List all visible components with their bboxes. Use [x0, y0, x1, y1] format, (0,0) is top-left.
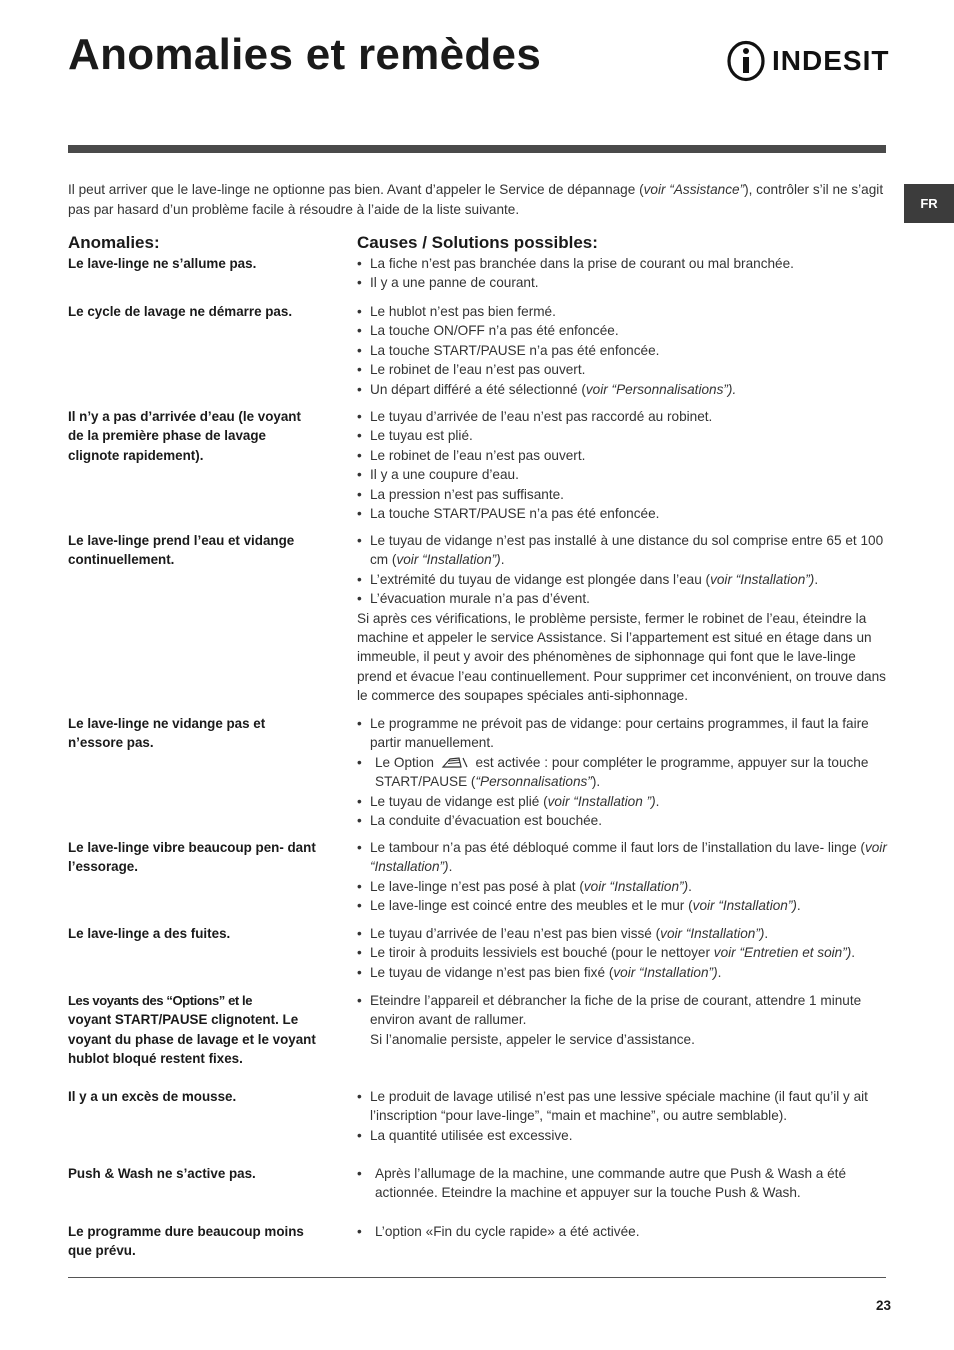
anomaly-text: Le cycle de lavage ne démarre pas.	[68, 304, 293, 319]
page-number: 23	[875, 1298, 891, 1313]
cause-item: • Le tuyau est plié.	[357, 426, 887, 445]
cause-item: • Le tuyau de vidange n’est pas bien fixé (voir “Installation”).	[357, 963, 887, 982]
cause-item: • Le tuyau d’arrivée de l’eau n’est pas raccordé au robinet.	[357, 407, 887, 426]
anomaly-text: Le lave-linge prend l’eau et vidange continuellement.	[68, 533, 295, 568]
causes-list	[357, 302, 887, 399]
cause-item: • Il y a une panne de courant.	[357, 273, 887, 292]
anomalies-header: Anomalies:	[68, 233, 160, 252]
cause-item: • Le tuyau de vidange est plié (voir “Installation ”).	[357, 792, 887, 811]
cause-item: • Le tuyau de vidange n’est pas installé à une distance du sol comprise entre 65 et 100 cm (voir “Installation”).	[357, 531, 887, 570]
brand-name: INDESIT	[772, 45, 890, 76]
cause-item: • Le produit de lavage utilisé n’est pas une lessive spéciale machine (il faut qu’il y ait l’inscription “pour lave-linge”, “main et machine”, ou autre semblable).	[357, 1087, 887, 1126]
cause-item: • La touche START/PAUSE n’a pas été enfoncée.	[357, 341, 887, 360]
footer-divider	[68, 1277, 886, 1278]
cause-item: • Le robinet de l’eau n’est pas ouvert.	[357, 360, 887, 379]
causes-list	[357, 714, 887, 830]
causes-list	[357, 1222, 887, 1241]
cause-item: • L’extrémité du tuyau de vidange est plongée dans l’eau (voir “Installation”).	[357, 570, 887, 589]
causes-list	[357, 531, 887, 706]
causes-header: Causes / Solutions possibles:	[357, 233, 598, 252]
header-divider	[68, 145, 886, 153]
causes-list	[357, 838, 887, 916]
cause-item: • Après l’allumage de la machine, une commande autre que Push & Wash a été actionnée. Eteindre la machine et appuyer sur la touche Push & Wash.	[357, 1164, 887, 1203]
cause-note: Si l’anomalie persiste, appeler le service d’assistance.	[370, 1031, 695, 1047]
option-iron-icon	[440, 755, 470, 769]
cause-item: • La quantité utilisée est excessive.	[357, 1126, 887, 1145]
cause-item: • Le robinet de l’eau n’est pas ouvert.	[357, 446, 887, 465]
indesit-logo	[726, 40, 889, 82]
cause-item: • Il y a une coupure d’eau.	[357, 465, 887, 484]
cause-item: • La pression n’est pas suffisante.	[357, 485, 887, 504]
indesit-i-logo-icon	[726, 40, 766, 82]
causes-list	[357, 407, 887, 523]
anomaly-text: Il n’y a pas d’arrivée d’eau (le voyant de la première phase de lavage clignote rapidement).	[68, 409, 301, 463]
anomaly-text: Le lave-linge ne s’allume pas.	[68, 256, 257, 271]
cause-item: • L’option «Fin du cycle rapide» a été activée.	[357, 1222, 887, 1241]
cause-item: • Le tuyau d’arrivée de l’eau n’est pas bien vissé (voir “Installation”).	[357, 924, 887, 943]
anomaly-text: Le lave-linge vibre beaucoup pen- dant l’essorage.	[68, 840, 316, 875]
causes-list	[357, 924, 887, 982]
anomaly-text: Les voyants des “Options” et le voyant START/PAUSE clignotent. Le voyant du phase de lavage et le voyant hublot bloqué restent fixes.	[68, 993, 316, 1067]
anomaly-text: Push & Wash ne s’active pas.	[68, 1166, 256, 1181]
cause-item: • Le Option est activée : pour compléter le programme, appuyer sur la touche START/PAUSE (“Personnalisations”).	[357, 753, 887, 792]
anomaly-text: Le lave-linge ne vidange pas et n’essore pas.	[68, 716, 266, 751]
cause-item: • Le tiroir à produits lessiviels est bouché (pour le nettoyer voir “Entretien et soin”).	[357, 943, 887, 962]
intro-paragraph: Il peut arriver que le lave-linge ne optionne pas bien. Avant d’appeler le Service de dépannage (voir “Assistance”), contrôler s’il ne s’agit pas par hasard d’un problème facile à résoudre à l’aide de la liste suivante.	[68, 182, 884, 217]
cause-item: • Un départ différé a été sélectionné (voir “Personnalisations”).	[357, 380, 887, 399]
anomaly-text: Il y a un excès de mousse.	[68, 1089, 237, 1104]
cause-item: • La conduite d’évacuation est bouchée.	[357, 811, 887, 830]
anomaly-text: Le lave-linge a des fuites.	[68, 926, 231, 941]
cause-item: • La fiche n’est pas branchée dans la prise de courant ou mal branchée.	[357, 254, 887, 273]
language-tab: FR	[904, 184, 954, 223]
causes-list	[357, 254, 887, 293]
cause-item: • La touche ON/OFF n’a pas été enfoncée.	[357, 321, 887, 340]
anomaly-text: Le programme dure beaucoup moins que prévu.	[68, 1224, 304, 1259]
cause-item: • Eteindre l’appareil et débrancher la fiche de la prise de courant, attendre 1 minute environ avant de rallumer.	[357, 991, 887, 1030]
cause-item: • Le lave-linge n’est pas posé à plat (voir “Installation”).	[357, 877, 887, 896]
cause-item: • Le hublot n’est pas bien fermé.	[357, 302, 887, 321]
cause-item: • Le tambour n’a pas été débloqué comme il faut lors de l’installation du lave- linge (voir “Installation”).	[357, 838, 887, 877]
cause-note: Si après ces vérifications, le problème persiste, fermer le robinet de l’eau, éteindre la machine et appeler le service Assistance. Si l’appartement est situé en étage dans un immeuble, il peut y avoir des phénomènes de siphonnage qui font que le lave-linge prend et évacue l’eau continuellement. Pour supprimer cet inconvénient, on trouve dans le commerce des soupapes spéciales anti-siphonnage.	[357, 610, 886, 704]
cause-item: • La touche START/PAUSE n’a pas été enfoncée.	[357, 504, 887, 523]
page-title: Anomalies et remèdes	[68, 30, 542, 79]
cause-item: • L’évacuation murale n’a pas d’évent.	[357, 589, 887, 608]
cause-item: • Le lave-linge est coincé entre des meubles et le mur (voir “Installation”).	[357, 896, 887, 915]
cause-item: • Le programme ne prévoit pas de vidange: pour certains programmes, il faut la faire partir manuellement.	[357, 714, 887, 753]
causes-list	[357, 1087, 887, 1145]
causes-list	[357, 991, 887, 1049]
causes-list	[357, 1164, 887, 1203]
